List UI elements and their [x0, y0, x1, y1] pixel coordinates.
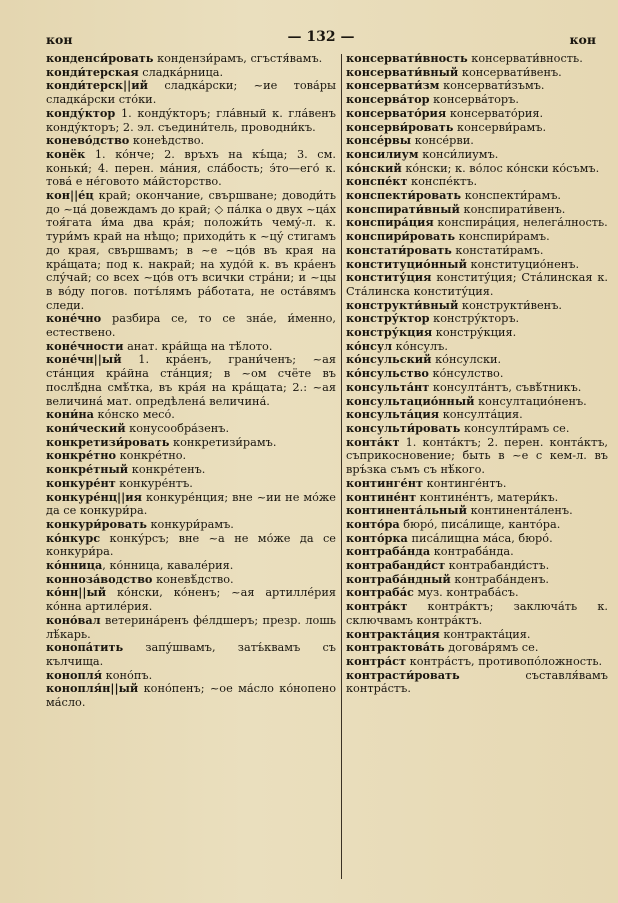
entry-headword: ко́нсульство [346, 366, 429, 381]
dictionary-entry [346, 477, 608, 491]
entry-definition: конси́лиумъ. [418, 147, 499, 161]
entry-definition: разбира се, то се зна́е, и́менно, естествено. [46, 312, 336, 340]
dictionary-entry [46, 52, 336, 66]
entry-headword: контрасти́ровать [346, 667, 460, 682]
entry-definition: консервати́вность. [467, 52, 583, 65]
entry-headword: кони́на [46, 407, 94, 422]
dictionary-entry [46, 148, 336, 189]
entry-headword: конопля́н||ый [46, 681, 139, 696]
entry-headword: констати́ровать [346, 242, 452, 257]
dictionary-entry [46, 477, 336, 491]
dictionary-entry [346, 189, 608, 203]
entry-definition: конкре́тно. [116, 449, 187, 463]
entry-definition: , ко́нница, кавале́рия. [102, 559, 234, 573]
dictionary-entry [346, 230, 608, 244]
entry-headword: консультацио́нный [346, 393, 475, 408]
dictionary-entry [346, 395, 608, 409]
entry-definition: консерви́рамъ. [453, 120, 547, 134]
entry-definition: конусообра́зенъ. [125, 421, 230, 435]
entry-definition: контракта́ция. [439, 627, 531, 641]
entry-definition: ко́нско месо́. [93, 408, 175, 422]
entry-headword: ко́нница [46, 558, 103, 573]
dictionary-entry [346, 66, 608, 80]
entry-definition: конкретизи́рамъ. [169, 435, 277, 449]
entry-definition: конспира́ция, нелега́лность. [433, 216, 608, 230]
dictionary-entry [46, 518, 336, 532]
entry-headword: континге́нт [346, 475, 423, 490]
entry-headword: конто́рка [346, 530, 408, 545]
entry-headword: конноза́водство [46, 571, 153, 586]
entry-headword: контраба́ндный [346, 571, 451, 586]
dictionary-entry [346, 271, 608, 298]
dictionary-entry [346, 326, 608, 340]
entry-definition: конспе́ктъ. [407, 175, 478, 189]
entry-definition: ко́нсулъ. [392, 339, 448, 353]
entry-definition: конституцио́ненъ. [466, 257, 580, 271]
entry-definition: континге́нтъ. [423, 476, 507, 490]
dictionary-entry [46, 573, 336, 587]
dictionary-entry [346, 299, 608, 313]
entry-headword: конспири́ровать [346, 229, 456, 244]
dictionary-entry [46, 189, 336, 312]
dictionary-entry [346, 628, 608, 642]
entry-headword: контра́кт [346, 599, 408, 614]
entry-headword: констру́кция [346, 325, 433, 340]
entry-definition: съставля́вамъ контра́стъ. [346, 668, 608, 696]
entry-definition: сладка́рски; ~ие това́ры сладка́рски сто́ки. [46, 79, 336, 107]
entry-definition: контрабанди́стъ. [445, 559, 550, 573]
entry-headword: ко́нкурс [46, 530, 101, 545]
dictionary-entry [346, 258, 608, 272]
dictionary-entry [46, 669, 336, 683]
left-column [46, 52, 336, 892]
entry-headword: кон||е́ц [46, 188, 94, 203]
entry-definition: кондензи́рамъ, сгъстя́вамъ. [153, 52, 323, 65]
entry-headword: конспекти́ровать [346, 188, 462, 203]
page-header [46, 29, 596, 48]
dictionary-entry [346, 436, 608, 477]
dictionary-entry [346, 107, 608, 121]
entry-headword: контра́ст [346, 653, 407, 668]
entry-headword: консерва́тор [346, 92, 430, 107]
entry-headword: консульти́ровать [346, 420, 461, 435]
dictionary-entry [46, 107, 336, 134]
entry-definition: консервати́венъ. [458, 65, 562, 79]
entry-headword: коне́чно [46, 311, 102, 326]
entry-headword: ко́нсул [346, 338, 393, 353]
entry-definition: догова́рямъ се. [444, 641, 539, 655]
entry-definition: консулта́нтъ, съвѣ́тникъ. [429, 380, 582, 394]
entry-headword: конструкти́вный [346, 297, 459, 312]
entry-definition: конспекти́рамъ. [461, 189, 562, 203]
dictionary-entry [346, 655, 608, 669]
dictionary-entry [346, 532, 608, 546]
header-right-guide-word: кон [569, 32, 596, 47]
dictionary-entry [346, 573, 608, 587]
entry-headword: контине́нт [346, 489, 417, 504]
dictionary-entry [46, 532, 336, 559]
dictionary-entry [346, 93, 608, 107]
dictionary-entry [346, 559, 608, 573]
entry-definition: контине́нтъ, матери́къ. [416, 490, 559, 504]
dictionary-entry [346, 545, 608, 559]
entry-definition: констру́кторъ. [429, 312, 520, 326]
entry-definition: коно́пъ. [102, 668, 153, 682]
entry-definition: контра́стъ, противопо́ложность. [406, 654, 603, 668]
entry-definition: запу́швамъ, затъ́квамъ съ кълчища. [46, 641, 336, 668]
entry-definition: конкре́тенъ. [128, 463, 206, 477]
entry-headword: консульта́нт [346, 379, 430, 394]
dictionary-entry [346, 175, 608, 189]
entry-headword: контрактова́ть [346, 640, 445, 655]
dictionary-entry [346, 340, 608, 354]
entry-definition: конеѣдство. [129, 134, 205, 148]
entry-headword: ко́нский [346, 160, 402, 175]
dictionary-entry [46, 559, 336, 573]
entry-definition: консулта́ция. [439, 408, 523, 422]
entry-definition: ко́нсулство. [428, 367, 504, 381]
entry-headword: конденси́ровать [46, 52, 154, 65]
dictionary-entry [346, 79, 608, 93]
entry-headword: коне́чн||ый [46, 352, 122, 367]
entry-definition: конкуре́нция; вне ~ии не мо́же да се конкури́ра. [46, 490, 336, 518]
dictionary-entry [346, 422, 608, 436]
entry-headword: кони́ческий [46, 420, 126, 435]
entry-headword: конституцио́нный [346, 256, 467, 271]
dictionary-entry [346, 600, 608, 627]
entry-definition: 1. кра́енъ, грани́ченъ; ~ая ста́нция кра́йна ста́нция; в ~ом счёте въ послѣ́дна смѣ́тка, въ кра́я на кра́щата; 2.: ~ая величина́ мат. опредѣлена́ величина́. [46, 353, 336, 408]
entry-headword: конкури́ровать [46, 516, 147, 531]
entry-headword: конспе́кт [346, 174, 408, 189]
dictionary-entry [346, 491, 608, 505]
entry-definition: ветерина́ренъ фе́лдшеръ; презр. лошь лѣ́карь. [46, 613, 336, 641]
entry-headword: контрабанди́ст [346, 558, 446, 573]
entry-definition: коневѣ́дство. [152, 572, 234, 586]
entry-definition: край; окончание, свършване; доводи́ть до ~ца́ довеждамъ до край; ◇ па́лка о двух ~ца́х тоя́гата и́ма два кра́я; положи́ть чему́-л. к. тури́мъ край на нѣщо; приходи́ть к ~цу́ стигамъ до края, свършвамъ; в ~е ~цо́в въ края на кра́щата; под к. накрай; на худо́й к. въ кра́енъ слу́чай; со всех ~цо́в отъ всички стра́ни; и ~цы в во́ду погов. потъ́лямъ ра́ботата, не оста́вямъ следи. [46, 189, 336, 312]
entry-headword: конопля́ [46, 667, 103, 682]
entry-definition: конститу́ция; Ста́линская к. Ста́линска конститу́ция. [346, 271, 608, 298]
dictionary-entry [346, 312, 608, 326]
entry-headword: коне́чности [46, 338, 124, 353]
entry-definition: 1. ко́нче; 2. връхъ на къ́ща; 3. см. коньки́; 4. перен. ма́ния, сла́бость; э́то—его́ к. това́ е не́говото ма́йсторство. [46, 147, 336, 189]
dictionary-entry [346, 134, 608, 148]
dictionary-entry [346, 203, 608, 217]
entry-headword: ко́нсульский [346, 352, 432, 367]
entry-definition: ко́нсулски. [431, 353, 502, 367]
entry-headword: конспира́ция [346, 215, 434, 230]
entry-definition: конструкти́венъ. [458, 298, 562, 312]
entry-definition: контраба́нда. [430, 545, 514, 559]
dictionary-entry [46, 614, 336, 641]
dictionary-entry [346, 244, 608, 258]
dictionary-entry [346, 641, 608, 655]
dictionary-entry [46, 79, 336, 106]
entry-headword: конкре́тно [46, 448, 117, 463]
entry-definition: конкури́рамъ. [146, 517, 234, 531]
dictionary-entry [346, 586, 608, 600]
entry-definition: муз. контраба́съ. [413, 586, 519, 600]
entry-definition: сладка́рница. [138, 65, 224, 79]
entry-headword: конкретизи́ровать [46, 434, 170, 449]
entry-definition: консервато́рия. [446, 106, 544, 120]
entry-definition: конспири́рамъ. [455, 230, 550, 244]
dictionary-entry [46, 586, 336, 613]
entry-headword: конститу́ция [346, 270, 432, 285]
entry-definition: констати́рамъ. [451, 243, 544, 257]
dictionary-columns [46, 52, 608, 892]
entry-headword: конёк [46, 146, 86, 161]
dictionary-entry [46, 641, 336, 668]
entry-definition: коно́пенъ; ~ое ма́сло ко́нопено ма́сло. [46, 682, 336, 710]
entry-headword: конди́терск||ий [46, 78, 148, 93]
entry-definition: контраба́нденъ. [450, 572, 550, 586]
entry-definition: писа́лищна ма́са, бюро́. [407, 531, 553, 545]
dictionary-entry [46, 682, 336, 709]
entry-headword: контракта́ция [346, 626, 440, 641]
entry-headword: конду́ктор [46, 105, 116, 120]
entry-definition: консулти́рамъ се. [460, 421, 570, 435]
dictionary-entry [346, 408, 608, 422]
dictionary-entry [46, 340, 336, 354]
dictionary-entry [46, 353, 336, 408]
dictionary-entry [346, 353, 608, 367]
dictionary-entry [46, 408, 336, 422]
entry-headword: конкре́тный [46, 462, 129, 477]
dictionary-entry [346, 162, 608, 176]
entry-headword: конспирати́вный [346, 201, 460, 216]
entry-headword: консилиум [346, 146, 419, 161]
entry-definition: конку́рсъ; вне ~а не мо́же да се конкури́ра. [46, 531, 336, 559]
dictionary-entry [46, 422, 336, 436]
entry-headword: конопа́тить [46, 640, 124, 655]
entry-definition: контра́ктъ; заключа́ть к. сключвамъ контра́ктъ. [346, 600, 608, 627]
entry-headword: коно́вал [46, 612, 101, 627]
entry-headword: конди́терская [46, 64, 139, 79]
entry-headword: консервати́вный [346, 64, 459, 79]
entry-definition: 1. конта́ктъ; 2. перен. конта́ктъ, съприкосновение; быть в ~е с кем-л. въ връ́зка съмъ съ нѣ́кого. [346, 435, 608, 477]
entry-definition: констру́кция. [432, 326, 517, 340]
right-column [346, 52, 608, 892]
dictionary-entry [46, 491, 336, 518]
entry-headword: консульта́ция [346, 407, 440, 422]
entry-definition: анат. кра́йща на тѣ́лото. [123, 339, 273, 353]
entry-definition: ко́нски, ко́ненъ; ~ая артилле́рия ко́нна артиле́рия. [46, 586, 336, 614]
entry-headword: контраба́нда [346, 544, 431, 559]
header-left-guide-word: кон [46, 32, 73, 47]
entry-headword: конто́ра [346, 516, 400, 531]
entry-headword: консерви́ровать [346, 119, 454, 134]
entry-headword: конево́дство [46, 133, 130, 148]
dictionary-entry [46, 312, 336, 339]
entry-definition: континента́ленъ. [467, 504, 573, 518]
entry-headword: континента́льный [346, 503, 467, 518]
dictionary-entry [346, 121, 608, 135]
dictionary-entry [346, 669, 608, 696]
entry-definition: консе́рви. [411, 134, 474, 148]
column-divider [341, 54, 342, 879]
dictionary-entry [46, 449, 336, 463]
dictionary-entry [346, 504, 608, 518]
entry-definition: бюро́, писа́лище, канто́ра. [399, 517, 561, 531]
entry-headword: контраба́с [346, 585, 414, 600]
dictionary-entry [346, 148, 608, 162]
entry-headword: консе́рвы [346, 133, 412, 148]
entry-definition: конспирати́венъ. [459, 202, 566, 216]
entry-definition: консервати́зъмъ. [439, 79, 545, 93]
dictionary-entry [46, 66, 336, 80]
page-number: — 132 — [287, 29, 355, 45]
dictionary-entry [46, 436, 336, 450]
entry-headword: конкуре́нт [46, 475, 116, 490]
dictionary-entry [46, 134, 336, 148]
entry-headword: констру́ктор [346, 311, 430, 326]
entry-definition: консултацио́ненъ. [474, 394, 587, 408]
entry-definition: ко́нски; к. во́лос ко́нски ко́съмъ. [401, 161, 600, 175]
dictionary-entry [346, 518, 608, 532]
dictionary-entry [346, 216, 608, 230]
entry-definition: 1. конду́кторъ; гла́вный к. гла́венъ конду́кторъ; 2. эл. съедини́тель, проводни́къ. [46, 106, 336, 134]
entry-headword: консервато́рия [346, 105, 447, 120]
dictionary-entry [46, 463, 336, 477]
entry-definition: конкуре́нтъ. [115, 476, 193, 490]
entry-headword: конта́кт [346, 434, 400, 449]
dictionary-entry [346, 367, 608, 381]
entry-headword: консервати́зм [346, 78, 440, 93]
entry-definition: консерва́торъ. [429, 93, 519, 107]
entry-headword: конкуре́нц||ия [46, 489, 142, 504]
dictionary-entry [346, 52, 608, 66]
entry-headword: ко́нн||ый [46, 585, 107, 600]
entry-headword: консервати́вность [346, 52, 468, 65]
dictionary-entry [346, 381, 608, 395]
